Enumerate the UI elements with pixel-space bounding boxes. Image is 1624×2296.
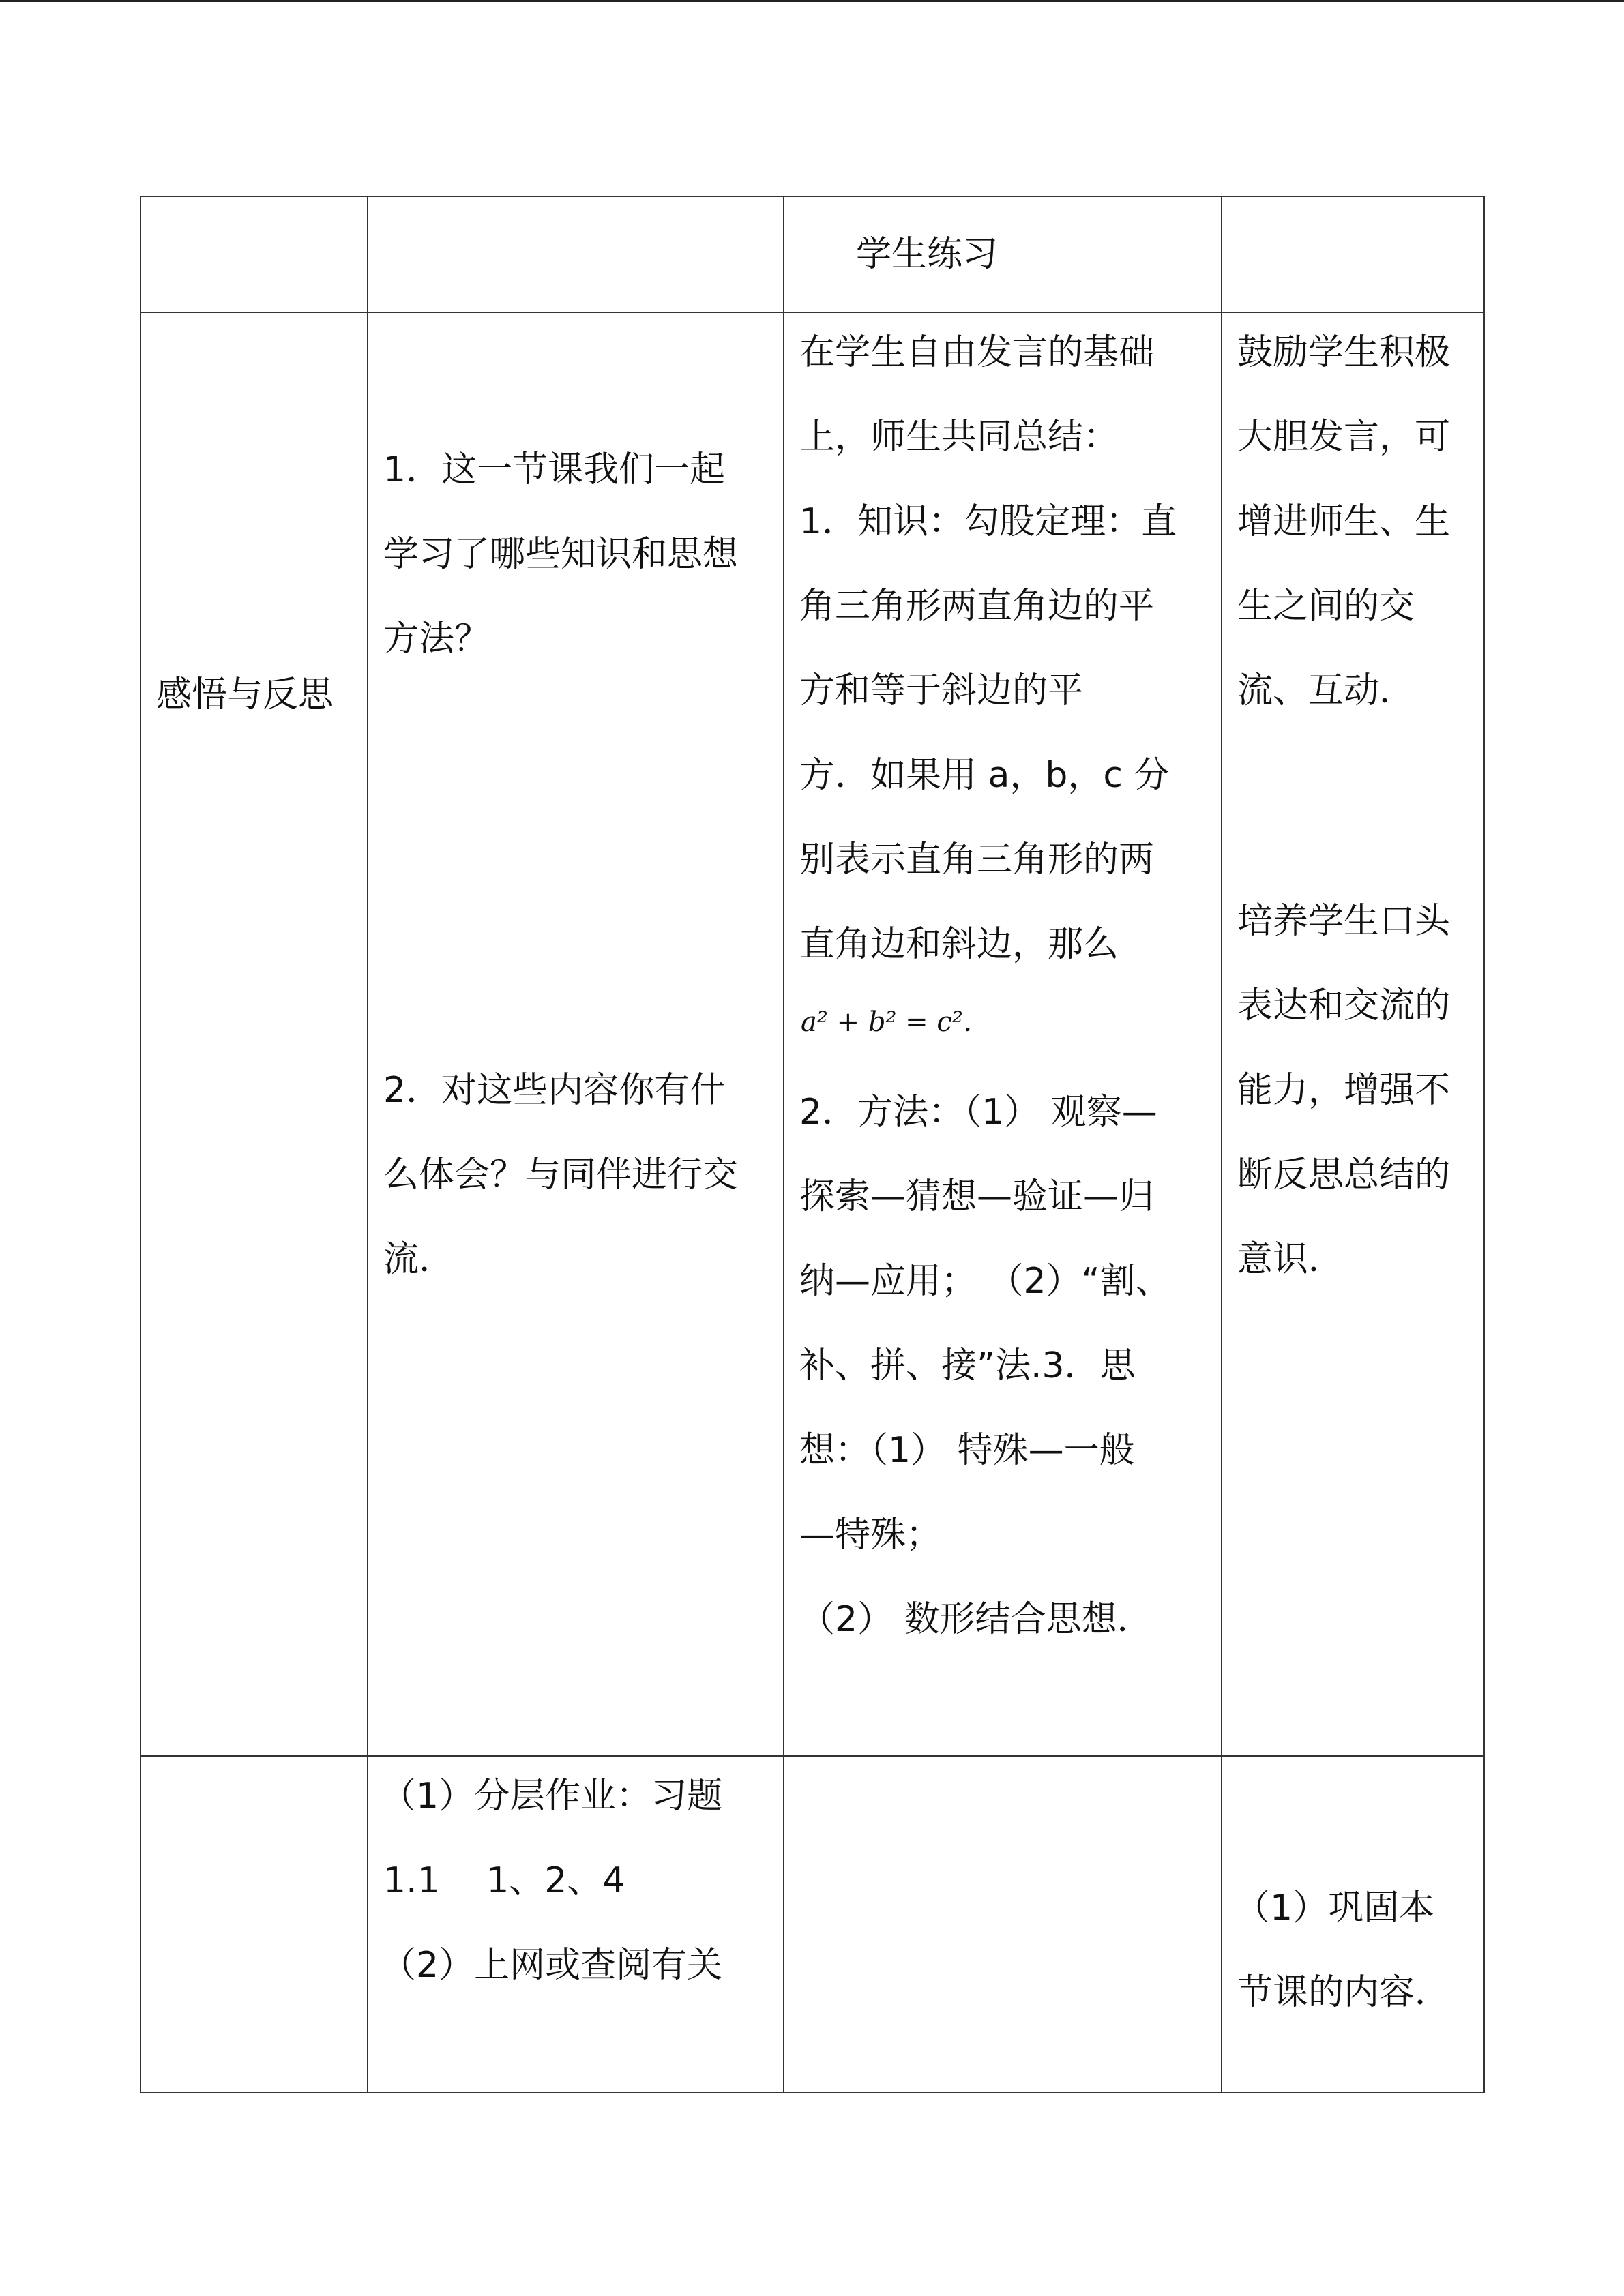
intent-line: 鼓励学生积极 (1237, 332, 1451, 373)
header-cell-4 (1222, 196, 1484, 312)
header-cell-3 (784, 196, 1222, 312)
intent-line: 表达和交流的 (1237, 985, 1451, 1026)
summary-line: 上，师生共同总结： (799, 417, 1119, 458)
question-1-line-1: 1．这一节课我们一起 (383, 449, 726, 490)
top-border-line (0, 0, 1624, 2)
intent-line: 断反思总结的 (1237, 1154, 1451, 1195)
summary-line: （2） 数形结合思想． (799, 1599, 1153, 1640)
intent-line: 生之间的交 (1237, 586, 1415, 627)
homework-intent-line: 节课的内容． (1237, 1972, 1451, 2013)
summary-line: —特殊； (799, 1515, 942, 1555)
summary-line: 1．知识：勾股定理：直 (799, 501, 1177, 542)
pythagorean-formula: a² + b² = c²． (801, 1007, 990, 1038)
summary-line: 方和等于斜边的平 (799, 670, 1084, 711)
intent-line: 增进师生、生 (1237, 501, 1451, 542)
reflection-row (141, 312, 1484, 1756)
question-1-line-3: 方法？ (383, 618, 490, 659)
summary-line: 方．如果用 a，b，c 分 (799, 755, 1170, 796)
stage-cell (141, 312, 368, 1756)
summary-line: 补、拼、接”法.3．思 (799, 1345, 1136, 1386)
intent-cell (1222, 312, 1484, 1756)
homework-intent-line: （1）巩固本 (1235, 1888, 1435, 1928)
summary-line: 直角边和斜边，那么 (799, 924, 1119, 965)
intent-line: 大胆发言，可 (1237, 417, 1451, 458)
summary-line: 别表示直角三角形的两 (799, 839, 1155, 880)
summary-line: 纳—应用； （2）“割、 (799, 1261, 1171, 1302)
intent-line: 意识． (1237, 1239, 1344, 1280)
header-student-practice: 学生练习 (856, 234, 999, 275)
homework-row (141, 1756, 1484, 2093)
lesson-plan-table (140, 196, 1485, 2093)
questions-cell (368, 312, 784, 1756)
summary-line: 角三角形两直角边的平 (799, 586, 1155, 627)
question-2-line-1: 2．对这些内容你有什 (383, 1070, 726, 1111)
intent-line: 能力，增强不 (1237, 1070, 1451, 1111)
summary-line: 探索—猜想—验证—归 (799, 1176, 1155, 1217)
summary-line: 在学生自由发言的基础 (799, 332, 1155, 373)
question-2-line-3: 流． (383, 1239, 455, 1280)
stage-label: 感悟与反思 (156, 674, 334, 715)
header-cell-1 (141, 196, 368, 312)
header-cell-2 (368, 196, 784, 312)
question-1-line-2: 学习了哪些知识和思想 (383, 534, 739, 575)
intent-line: 培养学生口头 (1237, 901, 1451, 942)
header-row (141, 196, 1484, 312)
summary-cell (784, 312, 1222, 1756)
homework-stage-cell (141, 1756, 368, 2093)
homework-cell (368, 1756, 784, 2093)
summary-line: 2．方法：（1） 观察— (799, 1092, 1157, 1133)
summary-line: 想：（1） 特殊—一般 (799, 1430, 1135, 1471)
homework-line: （1）分层作业：习题 (381, 1776, 723, 1817)
question-2-line-2: 么体会？与同伴进行交 (383, 1154, 739, 1195)
homework-line: 1.1 1、2、4 (383, 1860, 625, 1901)
homework-line: （2）上网或查阅有关 (381, 1945, 723, 1986)
homework-empty-cell (784, 1756, 1222, 2093)
intent-line: 流、互动． (1237, 670, 1415, 711)
homework-intent-cell (1222, 1756, 1484, 2093)
